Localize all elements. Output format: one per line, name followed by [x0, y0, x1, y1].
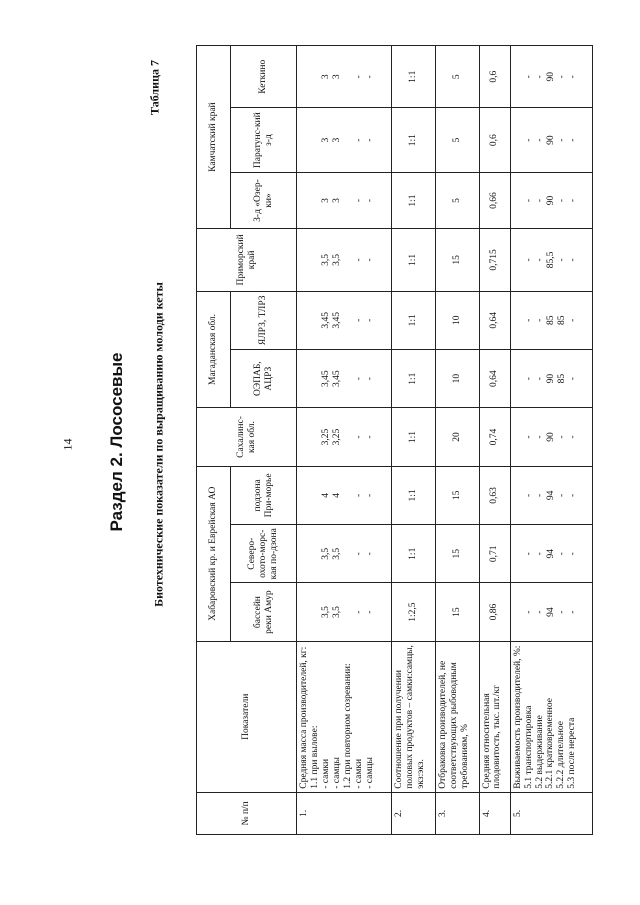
value-line: - — [523, 258, 534, 262]
value-line — [343, 353, 354, 404]
value-line: 4 — [321, 493, 331, 498]
value-line — [513, 411, 524, 462]
value-line: - — [534, 75, 545, 79]
value-line — [343, 411, 354, 462]
value-line: - — [523, 198, 534, 203]
value-line: - — [556, 138, 567, 142]
value-line: 85 — [556, 315, 567, 326]
value-cell: 0,6 — [479, 46, 510, 108]
value-line: - — [567, 75, 578, 79]
value-line: - — [523, 610, 534, 614]
value-line — [299, 411, 310, 462]
indicator-line: 1.2 при повторном созревании: — [342, 663, 353, 789]
value-cell: 1:1 — [392, 349, 436, 407]
section-title: Раздел 2. Лососевые — [107, 352, 126, 532]
value-line: - — [567, 198, 578, 203]
value-line: - — [534, 610, 545, 614]
value-line: 94 — [545, 549, 556, 559]
value-line: - — [523, 75, 534, 79]
value-cell: 1:2,5 — [392, 583, 436, 641]
indicator-line: Соотношение при получении половых продуктов – самки:самцы, экз:экз. — [394, 645, 426, 789]
value-line: - — [354, 198, 364, 203]
row-indicator — [479, 641, 510, 792]
header-col: ОЭПАБ, АЦРЗ — [231, 349, 297, 407]
value-line: 94 — [545, 490, 556, 501]
value-line — [343, 586, 354, 637]
value-line — [513, 111, 524, 168]
value-line: 85,5 — [545, 251, 556, 269]
value-cell: 1:1 — [392, 229, 436, 291]
value-line: 3,5 — [321, 606, 331, 619]
value-cell: 15 — [435, 583, 479, 641]
value-line: - — [556, 552, 567, 556]
value-line: - — [567, 258, 578, 262]
value-line: - — [556, 258, 567, 262]
value-line: 85 — [556, 373, 567, 384]
value-line: 4 — [332, 493, 342, 498]
value-line — [299, 232, 310, 287]
value-line: - — [556, 198, 567, 203]
table-row — [479, 46, 510, 835]
value-cell — [510, 525, 592, 583]
value-cell: 0,71 — [479, 525, 510, 583]
value-cell — [510, 172, 592, 228]
value-line — [513, 470, 524, 521]
value-line: - — [534, 198, 545, 203]
value-line — [310, 470, 321, 521]
value-line — [343, 176, 354, 225]
value-line — [299, 353, 310, 404]
value-line: - — [523, 435, 534, 439]
value-cell: 1:1 — [392, 108, 436, 172]
indicator-line: Средняя масса производителей, кг: — [299, 646, 309, 789]
value-cell — [297, 525, 392, 583]
value-line: 85 — [545, 315, 556, 326]
value-line: - — [534, 552, 545, 556]
row-indicator — [435, 641, 479, 792]
value-line: - — [365, 610, 375, 614]
value-line: 3 — [321, 137, 331, 143]
data-table — [196, 45, 593, 835]
value-line: 3 — [332, 198, 342, 203]
value-cell — [510, 291, 592, 349]
value-cell — [510, 349, 592, 407]
value-line: - — [567, 318, 578, 322]
value-cell: 1:1 — [392, 291, 436, 349]
value-line: - — [354, 610, 364, 614]
value-line: - — [556, 493, 567, 497]
value-line: - — [534, 138, 545, 142]
value-line: - — [354, 377, 364, 381]
value-line: - — [354, 435, 364, 439]
value-line: 3,5 — [321, 547, 331, 560]
value-line: - — [567, 138, 578, 142]
row-number: 1. — [297, 792, 392, 834]
value-line — [513, 353, 524, 404]
indicator-line: Отбраковка производителей, не соответствующих рыбоводным требованиям, % — [437, 660, 470, 789]
indicator-line: - самки — [353, 758, 364, 789]
value-line: - — [556, 435, 567, 439]
row-number: 4. — [479, 792, 510, 834]
row-indicator — [510, 641, 592, 792]
value-line — [299, 176, 310, 225]
value-line: - — [567, 435, 578, 439]
value-line — [310, 295, 321, 346]
value-cell — [297, 46, 392, 108]
header-col: З-д «Озер-ки» — [231, 172, 297, 228]
value-line: 3 — [332, 74, 342, 80]
value-line: - — [354, 318, 364, 322]
value-line — [343, 295, 354, 346]
value-line: 3,45 — [321, 370, 331, 387]
value-line: 90 — [545, 135, 556, 145]
value-line: - — [534, 377, 545, 381]
value-line: - — [567, 610, 578, 614]
value-cell: 5 — [435, 46, 479, 108]
value-line: - — [365, 377, 375, 381]
header-group-khabarovsk: Хабаровский кр. и Еврейская АО — [197, 466, 231, 641]
row-indicator — [392, 641, 436, 792]
row-number: 2. — [392, 792, 436, 834]
indicator-line: 5.2 выдерживание — [534, 715, 545, 789]
header-col: Северо-охото-морс-кая по-дзона — [231, 525, 297, 583]
value-line: 90 — [545, 195, 556, 206]
indicator-line: 1.1 при вылове: — [309, 725, 320, 789]
value-cell — [297, 408, 392, 466]
table-row — [435, 46, 479, 835]
value-line: - — [365, 138, 375, 142]
value-line: - — [523, 318, 534, 322]
value-line: - — [567, 493, 578, 497]
value-line: - — [354, 75, 364, 79]
value-line: - — [523, 377, 534, 381]
table-label: Таблица 7 — [147, 60, 162, 115]
header-indicator: Показатели — [197, 641, 297, 792]
header-col: Кеткино — [231, 46, 297, 108]
header-col: бассейн реки Амур — [231, 583, 297, 641]
header-group-primorsky: Приморский край — [197, 229, 297, 291]
value-cell — [297, 172, 392, 228]
table-title: Биотехнические показатели по выращиванию молоди кеты — [151, 282, 166, 607]
value-cell — [510, 408, 592, 466]
value-cell: 0,64 — [479, 291, 510, 349]
value-line: - — [365, 318, 375, 322]
value-line: 3,5 — [332, 547, 342, 560]
value-cell — [510, 108, 592, 172]
value-line: - — [567, 552, 578, 556]
value-line — [513, 586, 524, 637]
row-indicator — [297, 641, 392, 792]
value-cell: 10 — [435, 349, 479, 407]
value-line: - — [354, 258, 364, 262]
indicator-line: - самцы — [364, 757, 375, 789]
value-line: - — [567, 377, 578, 381]
value-cell: 0,63 — [479, 466, 510, 524]
value-line — [343, 470, 354, 521]
value-line: - — [523, 138, 534, 142]
header-group-kamchatka: Камчатский край — [197, 46, 231, 229]
value-line — [513, 232, 524, 287]
header-num: № п/п — [197, 792, 297, 834]
value-line: - — [354, 552, 364, 556]
indicator-line: Средняя относительная плодовитость, тыс. шт./кг — [481, 685, 503, 789]
header-col: ЯЛРЗ, ТЛРЗ — [231, 291, 297, 349]
value-line: 3,25 — [332, 428, 342, 446]
value-cell: 1:1 — [392, 525, 436, 583]
indicator-line: - самцы — [331, 757, 342, 789]
value-line — [299, 470, 310, 521]
value-cell: 15 — [435, 229, 479, 291]
indicator-line: Выживаемость производителей, %: — [512, 645, 523, 789]
value-cell — [297, 583, 392, 641]
value-line: - — [523, 493, 534, 497]
value-line — [310, 353, 321, 404]
value-line — [299, 528, 310, 579]
value-line — [299, 49, 310, 104]
value-cell: 1:1 — [392, 172, 436, 228]
indicator-line: - самки — [320, 758, 331, 789]
value-line: 3,5 — [332, 606, 342, 619]
value-line — [299, 586, 310, 637]
value-line: 3 — [321, 198, 331, 203]
value-cell — [510, 229, 592, 291]
value-cell — [297, 466, 392, 524]
value-cell: 1:1 — [392, 46, 436, 108]
value-line — [299, 111, 310, 168]
value-line — [310, 232, 321, 287]
value-line: 90 — [545, 71, 556, 82]
value-line — [310, 176, 321, 225]
indicator-line: 5.2.1 кратковременное — [545, 698, 556, 789]
value-cell: 20 — [435, 408, 479, 466]
value-line: 94 — [545, 607, 556, 617]
value-line — [310, 528, 321, 579]
page-number: 14 — [60, 438, 75, 451]
value-line: - — [354, 138, 364, 142]
value-cell: 10 — [435, 291, 479, 349]
value-line: 3,45 — [332, 370, 342, 387]
value-line: - — [365, 198, 375, 203]
value-line: - — [365, 258, 375, 262]
value-cell: 0,74 — [479, 408, 510, 466]
value-line: - — [365, 75, 375, 79]
header-group-magadan: Магаданская обл. — [197, 291, 231, 408]
value-line: - — [556, 610, 567, 614]
value-cell — [297, 108, 392, 172]
value-line: 3,5 — [321, 253, 331, 266]
value-cell: 1:1 — [392, 466, 436, 524]
value-line: 3,5 — [332, 253, 342, 266]
header-group-sakhalin: Сахалинс-кая обл. — [197, 408, 297, 466]
value-line — [343, 49, 354, 104]
header-col: Паратунс-кий з-д — [231, 108, 297, 172]
value-line: - — [354, 493, 364, 497]
value-line: - — [523, 552, 534, 556]
value-cell: 5 — [435, 172, 479, 228]
value-cell: 0,86 — [479, 583, 510, 641]
row-number: 3. — [435, 792, 479, 834]
value-cell: 15 — [435, 466, 479, 524]
value-line — [343, 232, 354, 287]
value-line: 3 — [321, 74, 331, 80]
value-line — [299, 295, 310, 346]
value-line — [513, 49, 524, 104]
value-line: 3,45 — [321, 311, 331, 329]
value-line: 3,25 — [321, 428, 331, 446]
value-line: - — [365, 493, 375, 497]
value-line — [310, 586, 321, 637]
value-cell — [510, 466, 592, 524]
value-cell: 5 — [435, 108, 479, 172]
value-cell — [297, 291, 392, 349]
value-cell: 0,64 — [479, 349, 510, 407]
value-line: 90 — [545, 432, 556, 442]
value-line: - — [534, 493, 545, 497]
value-cell — [297, 349, 392, 407]
value-cell: 0,6 — [479, 108, 510, 172]
indicator-line: 5.1 транспортировка — [523, 705, 534, 789]
value-line — [343, 111, 354, 168]
value-cell — [510, 46, 592, 108]
value-line: 3,45 — [332, 311, 342, 329]
value-line: - — [365, 552, 375, 556]
value-cell — [510, 583, 592, 641]
value-line — [310, 411, 321, 462]
value-cell: 1:1 — [392, 408, 436, 466]
value-cell — [297, 229, 392, 291]
value-line — [513, 528, 524, 579]
value-cell: 0,66 — [479, 172, 510, 228]
value-line: - — [534, 435, 545, 439]
table-body — [297, 46, 593, 835]
value-line — [310, 111, 321, 168]
value-line: 90 — [545, 373, 556, 384]
table-container — [196, 45, 593, 835]
value-line — [513, 176, 524, 225]
header-col: подзона При-морье — [231, 466, 297, 524]
table-row — [297, 46, 392, 835]
value-line — [343, 528, 354, 579]
table-row — [510, 46, 592, 835]
value-line — [513, 295, 524, 346]
value-cell: 0,715 — [479, 229, 510, 291]
value-line: - — [534, 318, 545, 322]
value-line: - — [365, 435, 375, 439]
indicator-line: 5.2.2 длительное — [556, 721, 567, 789]
indicator-line: 5.3 после нереста — [567, 717, 578, 789]
table-row — [392, 46, 436, 835]
value-line: 3 — [332, 137, 342, 143]
value-line — [310, 49, 321, 104]
value-line: - — [534, 258, 545, 262]
row-number: 5. — [510, 792, 592, 834]
value-cell: 15 — [435, 525, 479, 583]
value-line: - — [556, 75, 567, 79]
